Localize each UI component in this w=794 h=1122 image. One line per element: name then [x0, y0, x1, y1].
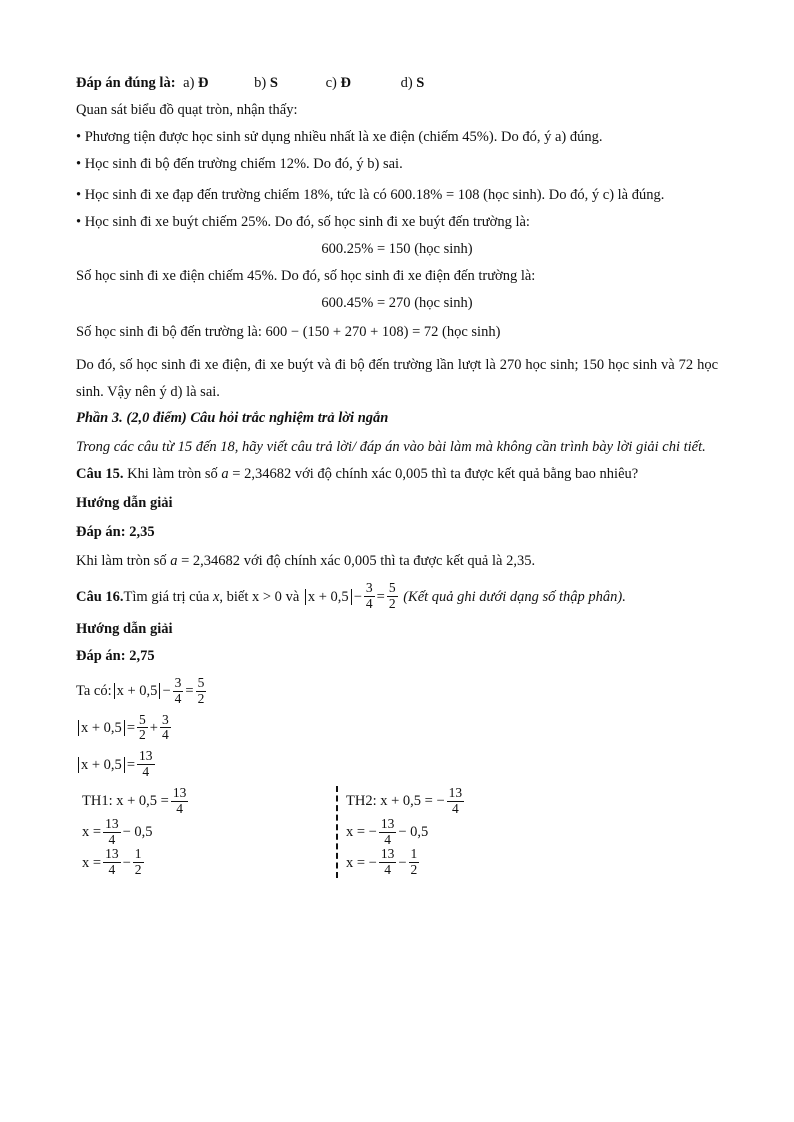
- question-16: Câu 16. Tìm giá trị của x , biết x > 0 và x + 0,5 − $\frac{3}{4}$ = $\frac{5}{2}$ (Kết quả ghi dưới dạng số thập phân).: [76, 580, 626, 612]
- q16-answer: Đáp án: 2,75: [76, 647, 155, 664]
- case-columns: [76, 786, 718, 878]
- question-15: Câu 15. Khi làm tròn số a = 2,34682 với độ chính xác 0,005 thì ta được kết quả bằng bao nhiêu?: [76, 466, 639, 483]
- conclusion-text: Do đó, số học sinh đi xe điện, đi xe buýt và đi bộ đến trường lần lượt là 270 học sinh; 150 học sinh và 72 học sinh. Vậy nên ý d) là sai.: [76, 356, 718, 400]
- q15-solution: Khi làm tròn số a = 2,34682 với độ chính xác 0,005 thì ta được kết quả là 2,35.: [76, 553, 536, 570]
- walk-count-text: Số học sinh đi bộ đến trường là: 600 − (150 + 270 + 108) = 72 (học sinh): [76, 323, 501, 340]
- case-1-line-1: TH1: x + 0,5 = $\frac{13}{4}$: [82, 785, 187, 816]
- equation-electric: 600.45% = 270 (học sinh): [321, 294, 473, 311]
- option-b: b) S: [254, 75, 278, 91]
- q15-answer: Đáp án: 2,35: [76, 524, 155, 541]
- q15-guide-heading: Hướng dẫn giải: [76, 495, 173, 512]
- case-1-line-2: x = $\frac{13}{4}$ − 0,5: [82, 815, 153, 847]
- document-page: [76, 74, 718, 878]
- q16-step-2: x + 0,5 = $\frac{5}{2}$ + $\frac{3}{4}$: [76, 713, 718, 744]
- intro-text: Quan sát biểu đồ quạt tròn, nhận thấy:: [76, 102, 298, 118]
- option-a: a) Đ: [183, 75, 209, 91]
- bullet-bus: • Học sinh đi xe buýt chiếm 25%. Do đó, số học sinh đi xe buýt đến trường là:: [76, 213, 530, 230]
- case-2: [336, 786, 646, 878]
- case-2-line-1: TH2: x + 0,5 = − $\frac{13}{4}$: [346, 785, 463, 816]
- section-3-description: Trong các câu từ 15 đến 18, hãy viết câu trả lời/ đáp án vào bài làm mà không cần trình bày lời giải chi tiết.: [76, 439, 706, 456]
- case-2-line-3: x = − $\frac{13}{4}$ − $\frac{1}{2}$: [346, 846, 418, 878]
- case-1-line-3: x = $\frac{13}{4}$ − $\frac{1}{2}$: [82, 846, 142, 878]
- electric-count-text: Số học sinh đi xe điện chiếm 45%. Do đó, số học sinh đi xe điện đến trường là:: [76, 267, 536, 284]
- bullet-walk: • Học sinh đi bộ đến trường chiếm 12%. Do đó, ý b) sai.: [76, 156, 403, 172]
- q16-step-1: Ta có: x + 0,5 − $\frac{3}{4}$ = $\frac{5}{2}$: [76, 674, 205, 706]
- bullet-bicycle: • Học sinh đi xe đạp đến trường chiếm 18%, tức là có 600.18% = 108 (học sinh). Do đó, ý c) là đúng.: [76, 187, 665, 203]
- bullet-electric: • Phương tiện được học sinh sử dụng nhiều nhất là xe điện (chiếm 45%). Do đó, ý a) đúng.: [76, 129, 603, 145]
- equation-bus: 600.25% = 150 (học sinh): [321, 240, 473, 257]
- case-1: [76, 786, 336, 878]
- q16-step-3: x + 0,5 = $\frac{13}{4}$: [76, 749, 718, 780]
- case-2-line-2: x = − $\frac{13}{4}$ − 0,5: [346, 815, 429, 847]
- section-3-title: Phần 3. (2,0 điểm) Câu hỏi trắc nghiệm trả lời ngắn: [76, 410, 389, 427]
- answer-label: Đáp án đúng là:: [76, 75, 176, 91]
- answer-line: [76, 74, 718, 95]
- option-d: d) S: [400, 75, 425, 91]
- option-c: c) Đ: [325, 75, 351, 91]
- q16-guide-heading: Hướng dẫn giải: [76, 620, 173, 637]
